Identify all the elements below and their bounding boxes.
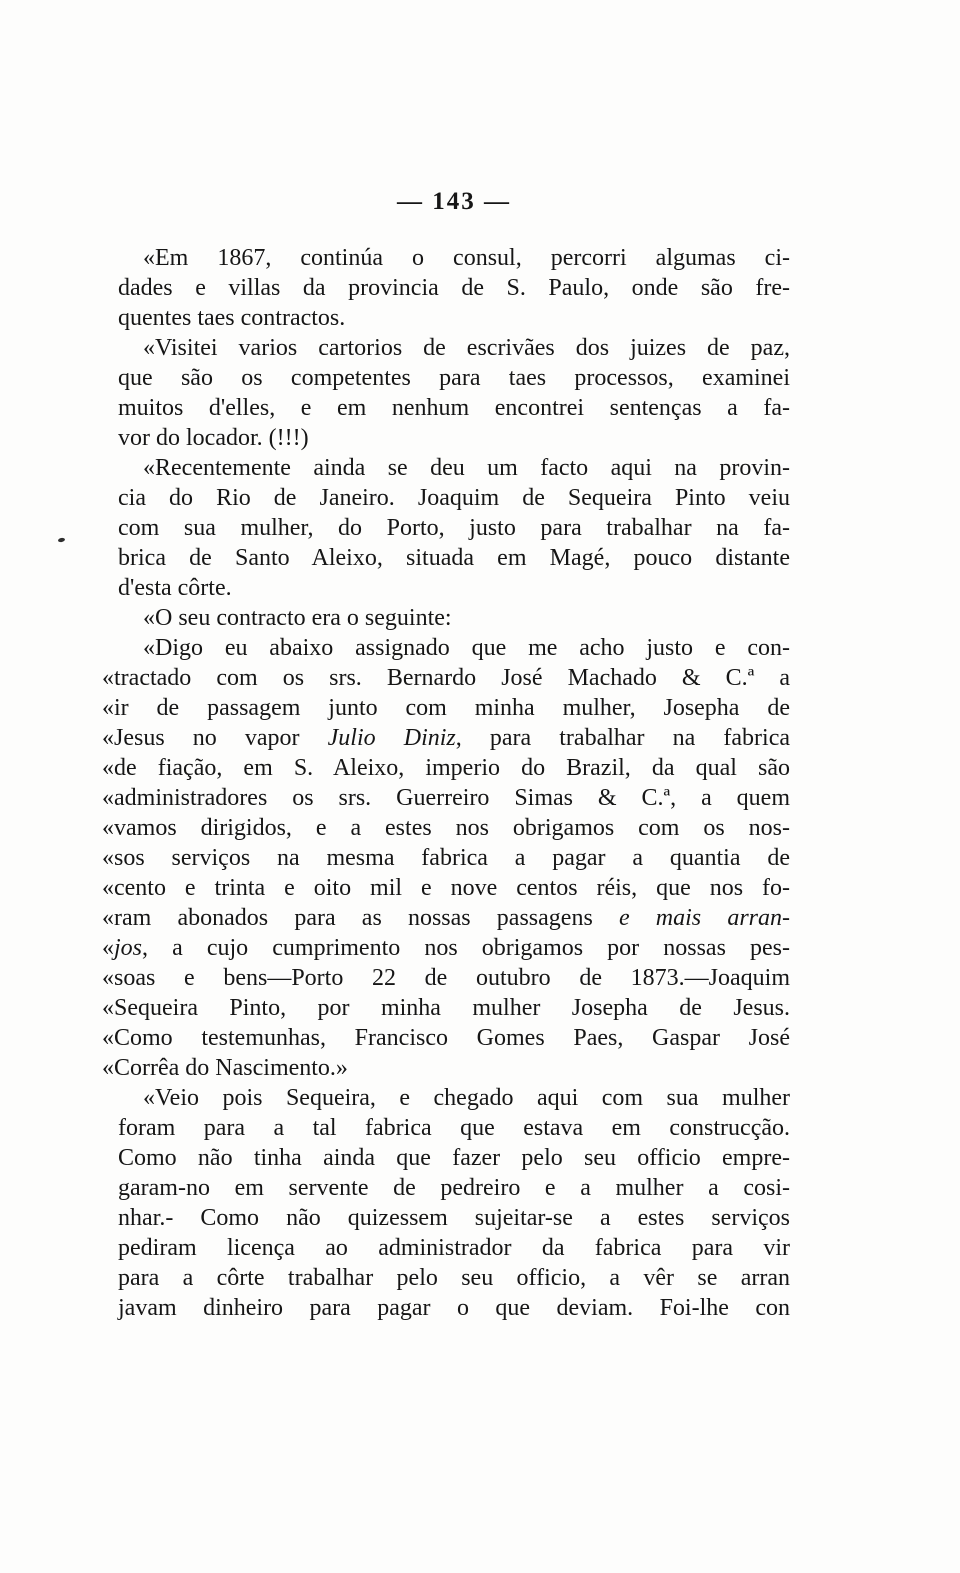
text-segment: «tractado com os srs. Bernardo José Machado & C.ª a bbox=[102, 665, 790, 691]
text-line bbox=[118, 423, 790, 453]
text-segment: «Jesus no vapor bbox=[102, 725, 328, 751]
text-segment: dades e villas da provincia de S. Paulo, onde são fre- bbox=[118, 275, 790, 301]
text-line bbox=[118, 1263, 790, 1293]
text-segment: foram para a tal fabrica que estava em construcção. bbox=[118, 1115, 790, 1141]
text-line bbox=[118, 303, 790, 333]
text-line bbox=[118, 543, 790, 573]
text-segment: «Em 1867, continúa o consul, percorri algumas ci- bbox=[143, 245, 790, 271]
text-segment: quentes taes contractos. bbox=[118, 305, 346, 331]
text-segment: «Como testemunhas, Francisco Gomes Paes, Gaspar José bbox=[102, 1025, 790, 1051]
text-line bbox=[118, 483, 790, 513]
text-line bbox=[102, 963, 790, 993]
text-line bbox=[118, 1233, 790, 1263]
text-segment: «ir de passagem junto com minha mulher, Josepha de bbox=[102, 695, 790, 721]
text-line bbox=[118, 363, 790, 393]
italic-text-segment: jos bbox=[114, 935, 143, 961]
text-line bbox=[118, 1113, 790, 1143]
text-segment: «Corrêa do Nascimento.» bbox=[102, 1055, 348, 1081]
text-segment: «ram abonados para as nossas passagens bbox=[102, 905, 619, 931]
text-segment: «Visitei varios cartorios de escrivães dos juizes de paz, bbox=[143, 335, 790, 361]
text-segment: nhar.- Como não quizessem sujeitar-se a estes serviços bbox=[118, 1205, 790, 1231]
text-segment: «O seu contracto era o seguinte: bbox=[143, 605, 452, 631]
text-segment: muitos d'elles, e em nenhum encontrei sentenças a fa- bbox=[118, 395, 790, 421]
text-line bbox=[102, 993, 790, 1023]
text-segment: Como não tinha ainda que fazer pelo seu officio empre- bbox=[118, 1145, 790, 1171]
text-segment: « bbox=[102, 935, 114, 961]
text-segment: garam-no em servente de pedreiro e a mulher a cosi- bbox=[118, 1175, 790, 1201]
page-number: — 143 — bbox=[397, 188, 511, 215]
text-segment: «sos serviços na mesma fabrica a pagar a quantia de bbox=[102, 845, 790, 871]
margin-ink-speck bbox=[58, 537, 66, 542]
text-line bbox=[143, 603, 790, 633]
text-line bbox=[102, 903, 790, 933]
text-line bbox=[102, 693, 790, 723]
text-line bbox=[102, 663, 790, 693]
text-line bbox=[118, 573, 790, 603]
text-segment: «Veio pois Sequeira, e chegado aqui com sua mulher bbox=[143, 1085, 790, 1111]
italic-text-segment: Julio Diniz bbox=[327, 725, 456, 751]
text-line bbox=[102, 783, 790, 813]
text-line bbox=[143, 633, 790, 663]
text-segment: cia do Rio de Janeiro. Joaquim de Sequeira Pinto veiu bbox=[118, 485, 790, 511]
text-line bbox=[143, 243, 790, 273]
text-block bbox=[102, 243, 790, 1323]
text-segment: «de fiação, em S. Aleixo, imperio do Brazil, da qual são bbox=[102, 755, 790, 781]
text-line bbox=[102, 1053, 790, 1083]
text-segment: pediram licença ao administrador da fabrica para vir bbox=[118, 1235, 790, 1261]
text-line bbox=[102, 873, 790, 903]
text-line bbox=[143, 453, 790, 483]
text-line bbox=[143, 1083, 790, 1113]
text-line bbox=[118, 273, 790, 303]
text-line bbox=[102, 723, 790, 753]
text-segment: , para trabalhar na fabrica bbox=[455, 725, 790, 751]
text-line bbox=[143, 333, 790, 363]
italic-text-segment: e mais arran- bbox=[618, 905, 790, 931]
text-line bbox=[118, 393, 790, 423]
text-line bbox=[102, 933, 790, 963]
text-segment: «Recentemente ainda se deu um facto aqui na provin- bbox=[143, 455, 790, 481]
text-segment: «vamos dirigidos, e a estes nos obrigamos com os nos- bbox=[102, 815, 790, 841]
text-line bbox=[102, 843, 790, 873]
text-segment: «administradores os srs. Guerreiro Simas & C.ª, a quem bbox=[102, 785, 790, 811]
text-segment: d'esta côrte. bbox=[118, 575, 232, 601]
text-segment: para a côrte trabalhar pelo seu officio, a vêr se arran bbox=[118, 1265, 790, 1291]
text-segment: brica de Santo Aleixo, situada em Magé, pouco distante bbox=[118, 545, 790, 571]
text-segment: , a cujo cumprimento nos obrigamos por nossas pes- bbox=[142, 935, 790, 961]
text-segment: «soas e bens—Porto 22 de outubro de 1873.—Joaquim bbox=[102, 965, 790, 991]
text-segment: «cento e trinta e oito mil e nove centos réis, que nos fo- bbox=[102, 875, 790, 901]
text-line bbox=[118, 1173, 790, 1203]
text-line bbox=[118, 1143, 790, 1173]
text-line bbox=[118, 1203, 790, 1233]
text-segment: javam dinheiro para pagar o que deviam. Foi-lhe con bbox=[118, 1295, 790, 1321]
text-line bbox=[102, 813, 790, 843]
text-segment: «Sequeira Pinto, por minha mulher Josepha de Jesus. bbox=[102, 995, 790, 1021]
text-line bbox=[118, 1293, 790, 1323]
text-line bbox=[102, 753, 790, 783]
text-segment: vor do locador. (!!!) bbox=[118, 425, 309, 451]
text-line bbox=[102, 1023, 790, 1053]
text-line bbox=[118, 513, 790, 543]
text-segment: que são os competentes para taes processos, examinei bbox=[118, 365, 790, 391]
text-segment: «Digo eu abaixo assignado que me acho justo e con- bbox=[143, 635, 790, 661]
text-segment: com sua mulher, do Porto, justo para trabalhar na fa- bbox=[118, 515, 790, 541]
